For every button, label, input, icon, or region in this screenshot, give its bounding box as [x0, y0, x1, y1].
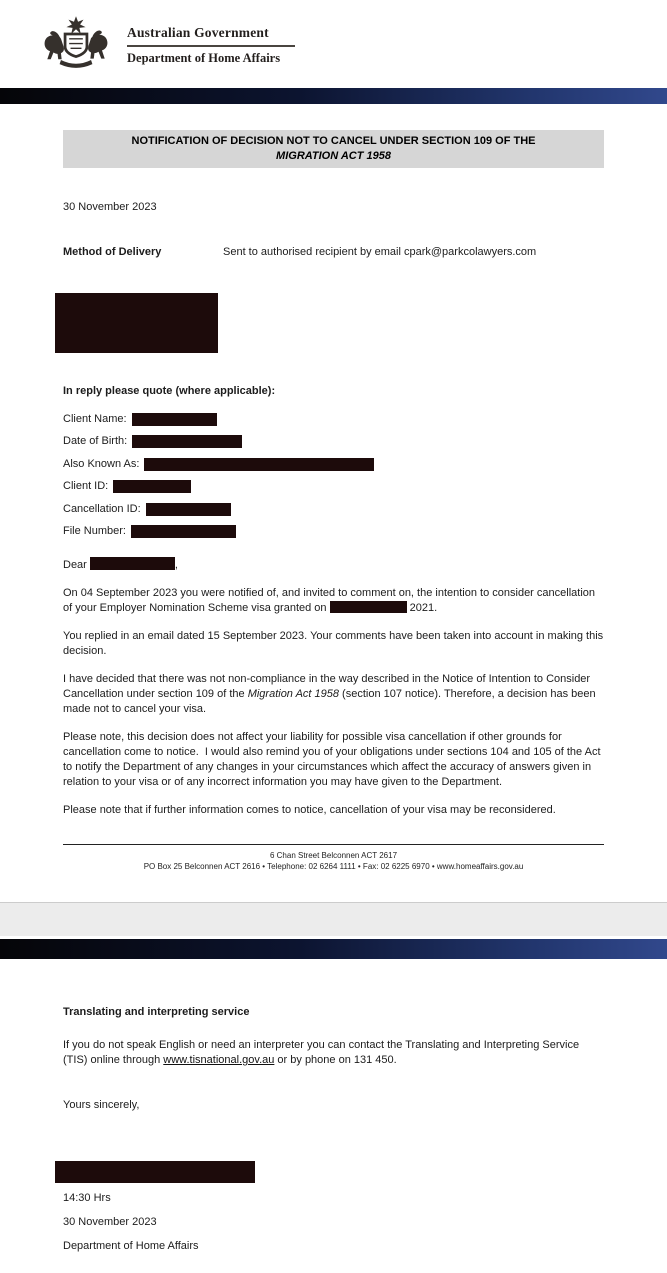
redacted-signature-block	[55, 1161, 255, 1183]
page2-header-band	[0, 939, 667, 959]
page-gap	[0, 902, 667, 936]
redacted-recipient-name	[90, 557, 175, 570]
redacted-date-of-birth	[132, 435, 242, 448]
signoff-department: Department of Home Affairs	[63, 1240, 199, 1252]
tis-paragraph	[63, 1038, 604, 1068]
field-label: Client Name:	[63, 412, 127, 425]
paragraph-notification	[63, 586, 604, 616]
signoff-date: 30 November 2023	[63, 1216, 157, 1228]
delivery-method-row	[63, 245, 604, 260]
tis-heading: Translating and interpreting service	[63, 1006, 250, 1018]
migration-act-italic: Migration Act 1958	[247, 688, 339, 700]
paragraph-reconsidered: Please note that if further information comes to notice, cancellation of your visa may be reconsidered.	[63, 804, 556, 816]
tis-text-b: or by phone on 131 450.	[274, 1054, 397, 1066]
field-row-cancellation-id	[63, 498, 604, 521]
title-banner	[63, 130, 604, 168]
redacted-client-name	[132, 413, 217, 426]
coat-of-arms-icon	[35, 16, 117, 83]
redacted-also-known-as	[144, 458, 374, 471]
page-footer	[63, 844, 604, 872]
footer-contact-line: PO Box 25 Belconnen ACT 2616 • Telephone: 02 6264 1111 • Fax: 02 6225 6970 • www.homeaffairs.gov.au	[143, 862, 524, 871]
salutation	[63, 557, 604, 573]
letter-page-2	[0, 959, 667, 1254]
closing-line: Yours sincerely,	[63, 1099, 140, 1111]
paragraph-decision-text-b: (section 107 notice). Therefore, a decision has been made not to cancel your visa.	[63, 688, 599, 715]
department-name: Department of Home Affairs	[127, 51, 281, 65]
delivery-method-label: Method of Delivery	[63, 246, 162, 258]
salutation-suffix: ,	[174, 559, 178, 571]
title-line-1: NOTIFICATION OF DECISION NOT TO CANCEL UNDER SECTION 109 OF THE	[131, 135, 536, 147]
salutation-prefix: Dear	[63, 559, 90, 571]
field-row-file-number	[63, 521, 604, 544]
field-label: Date of Birth:	[63, 435, 128, 448]
field-row-client-id	[63, 476, 604, 499]
reply-quote-heading: In reply please quote (where applicable):	[63, 385, 276, 397]
redacted-file-number	[131, 525, 236, 538]
field-label: Cancellation ID:	[63, 502, 141, 515]
field-row-client-name	[63, 408, 604, 431]
signoff-time: 14:30 Hrs	[63, 1192, 111, 1204]
header-band	[0, 88, 667, 104]
letterhead-divider	[127, 45, 295, 47]
footer-address-line: 6 Chan Street Belconnen ACT 2617	[269, 851, 398, 860]
paragraph-liability: Please note, this decision does not affect your liability for possible visa cancellation if other grounds for cancellation come to notice. I would also remind you of your obligations under sections 104 and 105 of the Act to notify the Department of any changes in your circumstances which affect the accuracy of answers given in relation to your visa or of any incorrect information you may have given to the Department.	[63, 731, 604, 788]
redacted-cancellation-id	[146, 503, 231, 516]
redacted-address-block	[55, 293, 218, 353]
letter-page-1	[0, 104, 667, 902]
redacted-client-id	[113, 480, 191, 493]
paragraph-notification-text-a: On 04 September 2023 you were notified of, and invited to comment on, the intention to consider cancellation of your Employer Nomination Scheme visa granted on	[63, 587, 599, 614]
reference-fields	[63, 408, 604, 543]
field-label: File Number:	[63, 525, 126, 538]
paragraph-reply: You replied in an email dated 15 September 2023. Your comments have been taken into account in making this decision.	[63, 630, 607, 657]
delivery-method-value: Sent to authorised recipient by email cpark@parkcolawyers.com	[223, 246, 537, 258]
government-name: Australian Government	[127, 25, 269, 40]
paragraph-decision	[63, 672, 604, 717]
paragraph-notification-text-b: 2021.	[406, 602, 438, 614]
tis-link[interactable]: www.tisnational.gov.au	[163, 1054, 275, 1066]
field-row-date-of-birth	[63, 431, 604, 454]
letter-date: 30 November 2023	[63, 201, 157, 213]
title-line-2: MIGRATION ACT 1958	[276, 150, 391, 162]
tis-text-a: If you do not speak English or need an interpreter you can contact the Translating and Interpreting Service (TIS) online through	[63, 1039, 583, 1066]
field-row-also-known-as	[63, 453, 604, 476]
letterhead-lockup	[127, 16, 295, 66]
field-label: Also Known As:	[63, 457, 140, 470]
paragraph-decision-text-a: I have decided that there was not non-compliance in the way described in the Notice of Intention to Consider Cancellation under section 109 of the	[63, 673, 594, 700]
letterhead	[0, 0, 667, 88]
redacted-grant-date	[330, 601, 407, 613]
field-label: Client ID:	[63, 480, 109, 493]
